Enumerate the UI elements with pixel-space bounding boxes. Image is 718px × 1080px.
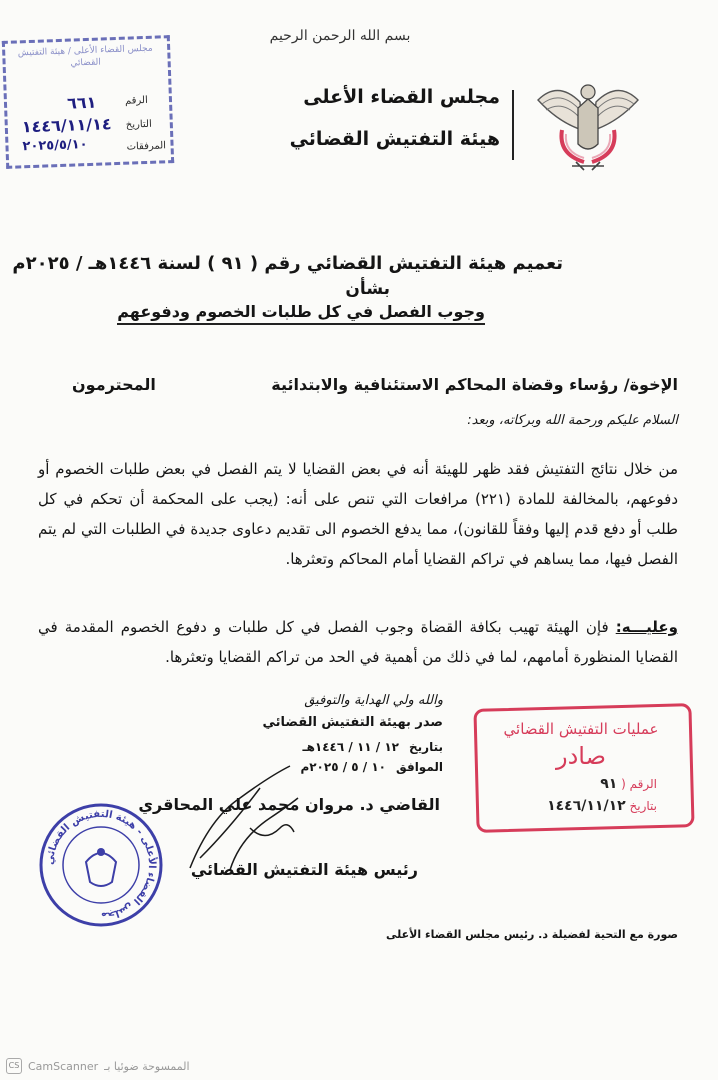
scanner-watermark [6, 1058, 190, 1074]
body-paragraph-1: من خلال نتائج التفتيش فقد ظهر للهيئة أنه في بعض القضايا لا يتم الفصل في بعض طلبات الخصوم أو دفوعهم، بالمخالفة للمادة (٢٢١) مرافعات التي تنص على أنه: (يجب على المحكمة أن تحكم في كل طلب أو دفع قدم إليها وفقاً للقانون)، مما يدفع الخصوم الى تقديم دعاوى جديدة في الطلبات التي لم يتم الفصل فيها، مما يساهم في تراكم القضايا أمام المحاكم وتعثرها. [38, 460, 679, 568]
state-emblem-icon [528, 72, 648, 172]
scanner-note: الممسوحة ضوئيا بـ [104, 1059, 190, 1073]
greeting: السلام عليكم ورحمة الله وبركاته، وبعد: [467, 413, 678, 428]
reference-stamp-header: مجلس القضاء الأعلى / هيئة التفتيش القضائي [17, 43, 153, 69]
regarding-label: بشأن [345, 279, 390, 299]
org-name-inspection-body: هيئة التفتيش القضائي [289, 128, 500, 150]
addressee: الإخوة/ رؤساء وقضاة المحاكم الاستئنافية والابتدائية [271, 375, 678, 394]
reference-number-value: ٦٦١ [66, 92, 97, 113]
outgoing-stamp-date [547, 798, 657, 814]
seal-text: مجلس القضاء الأعلى - هيئة التفتيش القضائي [44, 808, 158, 922]
scanner-brand: CamScanner [28, 1059, 99, 1073]
body-paragraph-2 [38, 612, 678, 672]
outgoing-number-value: ٩١ [600, 776, 618, 792]
circular-subject: وجوب الفصل في كل طلبات الخصوم ودفوعهم [117, 302, 485, 325]
issue-date-hijri: ١٢ / ١١ / ١٤٤٦هـ [302, 740, 400, 754]
svg-text:مجلس القضاء الأعلى - هيئة التف [45, 809, 159, 921]
outgoing-date-label: بتاريخ [629, 799, 657, 813]
closing-phrase: والله ولي الهداية والتوفيق [304, 693, 443, 708]
body-paragraph-2-text: فإن الهيئة تهيب بكافة القضاة وجوب الفصل في كل طلبات و دفوع الخصوم المقدمة في القضايا المنظورة أمامهم، لما في ذلك من أهمية في الحد من تراكم القضايا وتعثرها. [38, 618, 678, 666]
outgoing-stamp [475, 706, 687, 824]
issue-date-gregorian: ١٠ / ٥ / ٢٠٢٥م [300, 760, 387, 774]
outgoing-stamp-title: صادر [556, 742, 606, 770]
camscanner-icon: CS [6, 1058, 22, 1074]
corresponding-label: الموافق [396, 760, 443, 774]
signatory-name: القاضي د. مروان محمد علي المحاقري [138, 795, 440, 814]
outgoing-stamp-number [600, 776, 657, 792]
issue-date-greg-row [300, 760, 443, 774]
basmala: بسم الله الرحمن الرحيم [269, 28, 411, 44]
reference-attachments-label: المرفقات [126, 140, 167, 153]
outgoing-date-value: ١٤٤٦/١١/١٢ [547, 798, 626, 814]
signatory-position: رئيس هيئة التفتيش القضائي [190, 860, 418, 879]
outgoing-stamp-dept: عمليات التفتيش القضائي [503, 720, 659, 738]
reference-number-label: الرقم [124, 94, 148, 107]
reference-stamp [2, 35, 174, 169]
reference-date-hijri: ١٤٤٦/١١/١٤ [21, 114, 112, 137]
outgoing-number-label: الرقم ( [621, 777, 657, 791]
issue-date-label: بتاريخ [409, 740, 443, 754]
therefore-label: وعليـــه: [615, 618, 678, 636]
circular-title: تعميم هيئة التفتيش القضائي رقم ( ٩١ ) لسنة ١٤٤٦هـ / ٢٠٢٥م [12, 253, 563, 274]
letterhead-divider [512, 90, 514, 160]
org-name-council: مجلس القضاء الأعلى [303, 86, 500, 108]
respected-label: المحترمون [72, 375, 156, 394]
copy-to-note: صورة مع التحية لفضيلة د. رئيس مجلس القضاء الأعلى [386, 928, 678, 941]
reference-date-label: التاريخ [125, 118, 152, 131]
reference-date-gregorian: ٢٠٢٥/٥/١٠ [22, 137, 88, 155]
issue-date-hijri-row [302, 740, 443, 754]
official-seal-icon [36, 800, 166, 930]
issued-by: صدر بهيئة التفتيش القضائي [262, 715, 443, 730]
